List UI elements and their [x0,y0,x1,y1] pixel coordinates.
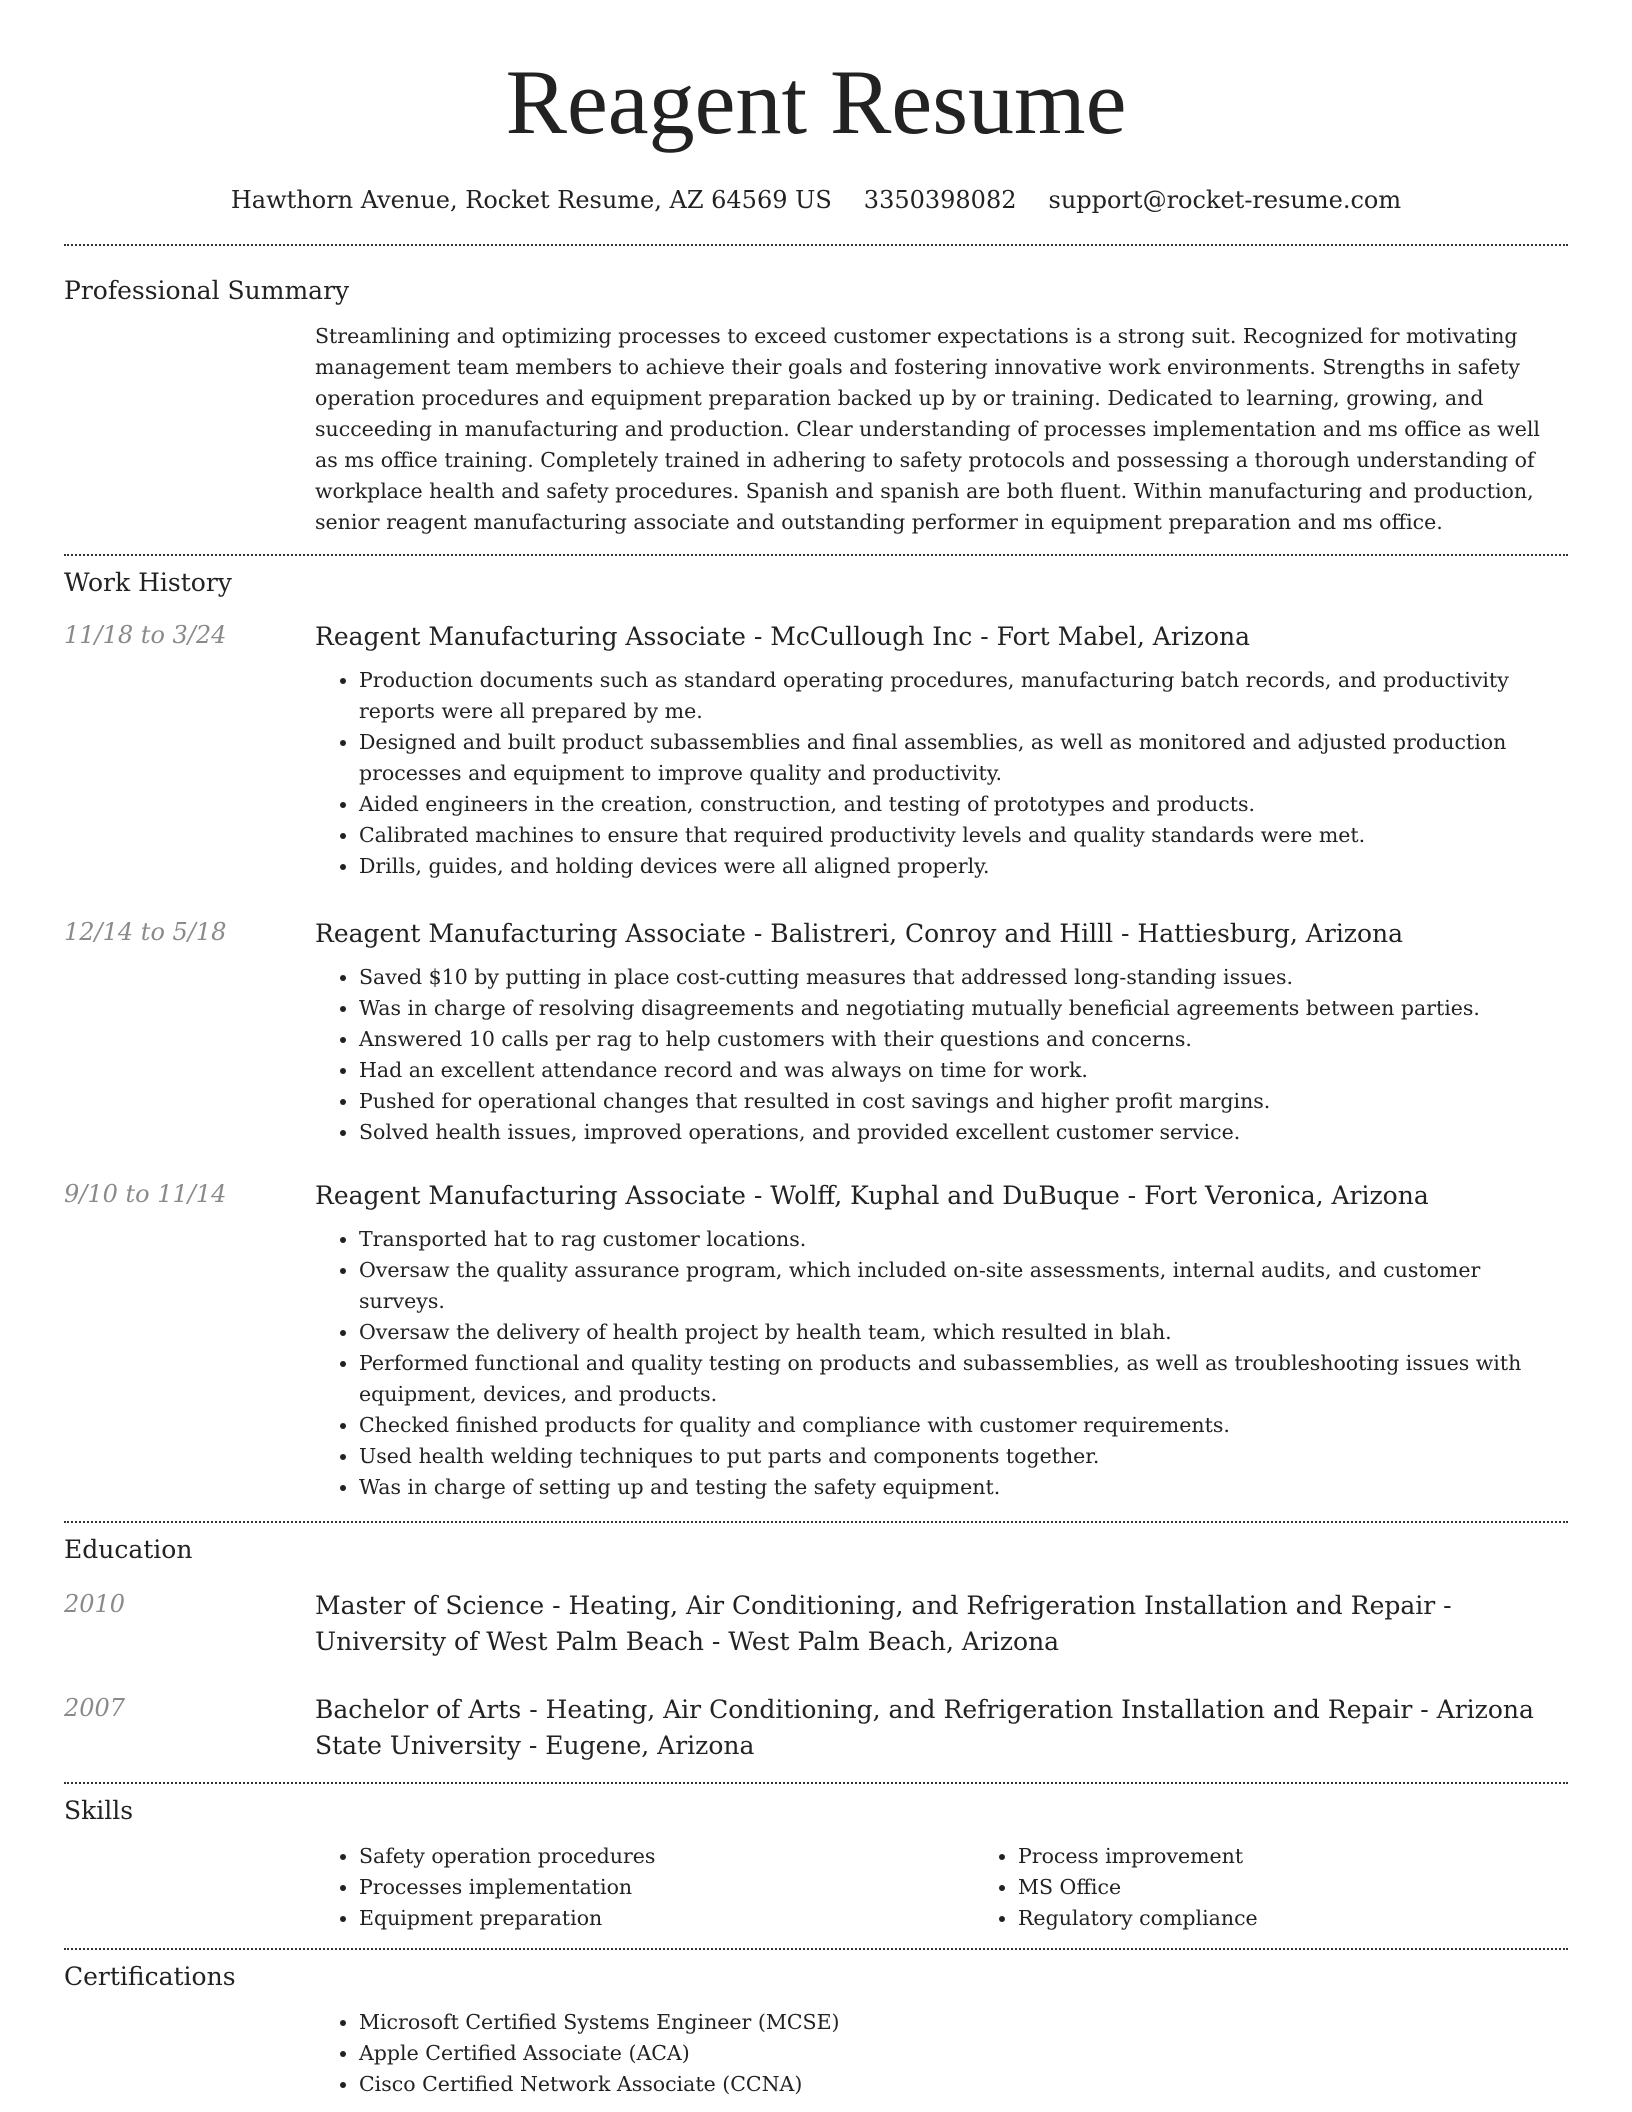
list-item: • Regulatory compliance [1018,1903,1632,1934]
skills-columns [315,1841,1632,1934]
summary-row [64,321,1568,538]
education-entry [64,1692,1568,1764]
list-item: • Oversaw the quality assurance program, which included on-site assessments, internal audits, and customer surveys. [359,1255,1568,1317]
summary-text: Streamlining and optimizing processes to exceed customer expectations is a strong suit. Recognized for motivating management team members to achieve their goals and fostering innovative work environments. Strengths in safety operation procedures and equipment preparation backed up by or training. Dedicated to learning, growing, and succeeding in manufacturing and production. Clear understanding of processes implementation and ms office as well as ms office training. Completely trained in adhering to safety protocols and possessing a thorough understanding of workplace health and safety procedures. Spanish and spanish are both fluent. Within manufacturing and production, senior reagent manufacturing associate and outstanding performer in equipment preparation and ms office. [315,324,1540,534]
section-divider [64,1521,1568,1523]
certifications-section-title: Certifications [64,1962,236,1991]
job-bullets [315,1224,1568,1503]
list-item: • Designed and built product subassemblies and final assemblies, as well as monitored and adjusted production processes and equipment to improve quality and productivity. [359,727,1568,789]
section-divider [64,1782,1568,1784]
contact-address: Hawthorn Avenue, Rocket Resume, AZ 64569 US [230,186,832,214]
education-text: Bachelor of Arts - Heating, Air Conditioning, and Refrigeration Installation and Repair - Arizona State University - Eugene, Arizona [315,1695,1534,1760]
job-dates: 11/18 to 3/24 [64,621,227,649]
list-item: • Checked finished products for quality and compliance with customer requirements. [359,1410,1568,1441]
list-item: • Oversaw the delivery of health project by health team, which resulted in blah. [359,1317,1568,1348]
contact-phone: 3350398082 [863,186,1017,214]
list-item: • Drills, guides, and holding devices were all aligned properly. [359,851,1568,882]
job-dates: 12/14 to 5/18 [64,918,227,946]
job-entry [64,619,1568,882]
education-year: 2007 [64,1694,126,1722]
skills-row [64,1841,1568,1934]
list-item: • Aided engineers in the creation, construction, and testing of prototypes and products. [359,789,1568,820]
education-year: 2010 [64,1590,126,1618]
certifications-row [64,2007,1568,2100]
list-item: • Used health welding techniques to put parts and components together. [359,1441,1568,1472]
list-item: • Performed functional and quality testing on products and subassemblies, as well as troubleshooting issues with equipment, devices, and products. [359,1348,1568,1410]
list-item: • Production documents such as standard operating procedures, manufacturing batch records, and productivity reports were all prepared by me. [359,665,1568,727]
job-heading: Reagent Manufacturing Associate - McCullough Inc - Fort Mabel, Arizona [315,622,1251,651]
list-item: • Answered 10 calls per rag to help customers with their questions and concerns. [359,1024,1568,1055]
skills-list-left [315,1841,974,1934]
list-item: • Microsoft Certified Systems Engineer (MCSE) [359,2007,1568,2038]
list-item: • Calibrated machines to ensure that required productivity levels and quality standards were met. [359,820,1568,851]
job-entry [64,916,1568,1148]
list-item: • Transported hat to rag customer locations. [359,1224,1568,1255]
contact-line [0,186,1632,214]
list-item: • Process improvement [1018,1841,1632,1872]
list-item: • Was in charge of setting up and testing the safety equipment. [359,1472,1568,1503]
list-item: • Processes implementation [359,1872,974,1903]
list-item: • Saved $10 by putting in place cost-cutting measures that addressed long-standing issues. [359,962,1568,993]
list-item: • Pushed for operational changes that resulted in cost savings and higher profit margins. [359,1086,1568,1117]
list-item: • Equipment preparation [359,1903,974,1934]
section-divider [64,1948,1568,1950]
list-item: • Solved health issues, improved operations, and provided excellent customer service. [359,1117,1568,1148]
list-item: • Had an excellent attendance record and was always on time for work. [359,1055,1568,1086]
education-entry [64,1588,1568,1660]
list-item: • Safety operation procedures [359,1841,974,1872]
skills-section-title: Skills [64,1796,134,1825]
job-entry [64,1178,1568,1503]
education-text: Master of Science - Heating, Air Conditioning, and Refrigeration Installation and Repair - University of West Palm Beach - West Palm Beach, Arizona [315,1591,1452,1656]
list-item: • Apple Certified Associate (ACA) [359,2038,1568,2069]
job-heading: Reagent Manufacturing Associate - Balistreri, Conroy and Hilll - Hattiesburg, Arizona [315,919,1404,948]
education-section-title: Education [64,1535,193,1564]
work-section-title: Work History [64,568,232,597]
job-bullets [315,962,1568,1148]
job-heading: Reagent Manufacturing Associate - Wolff, Kuphal and DuBuque - Fort Veronica, Arizona [315,1181,1429,1210]
resume-header [0,0,1632,214]
certifications-list [315,2007,1568,2100]
summary-section-title: Professional Summary [64,276,350,305]
list-item: • Cisco Certified Network Associate (CCNA) [359,2069,1568,2100]
job-bullets [315,665,1568,882]
section-divider [64,554,1568,556]
list-item: • MS Office [1018,1872,1632,1903]
candidate-name: Reagent Resume [505,51,1127,153]
skills-list-right [974,1841,1632,1934]
section-divider [64,244,1568,246]
contact-email: support@rocket-resume.com [1048,186,1402,214]
list-item: • Was in charge of resolving disagreements and negotiating mutually beneficial agreements between parties. [359,993,1568,1024]
job-dates: 9/10 to 11/14 [64,1180,227,1208]
